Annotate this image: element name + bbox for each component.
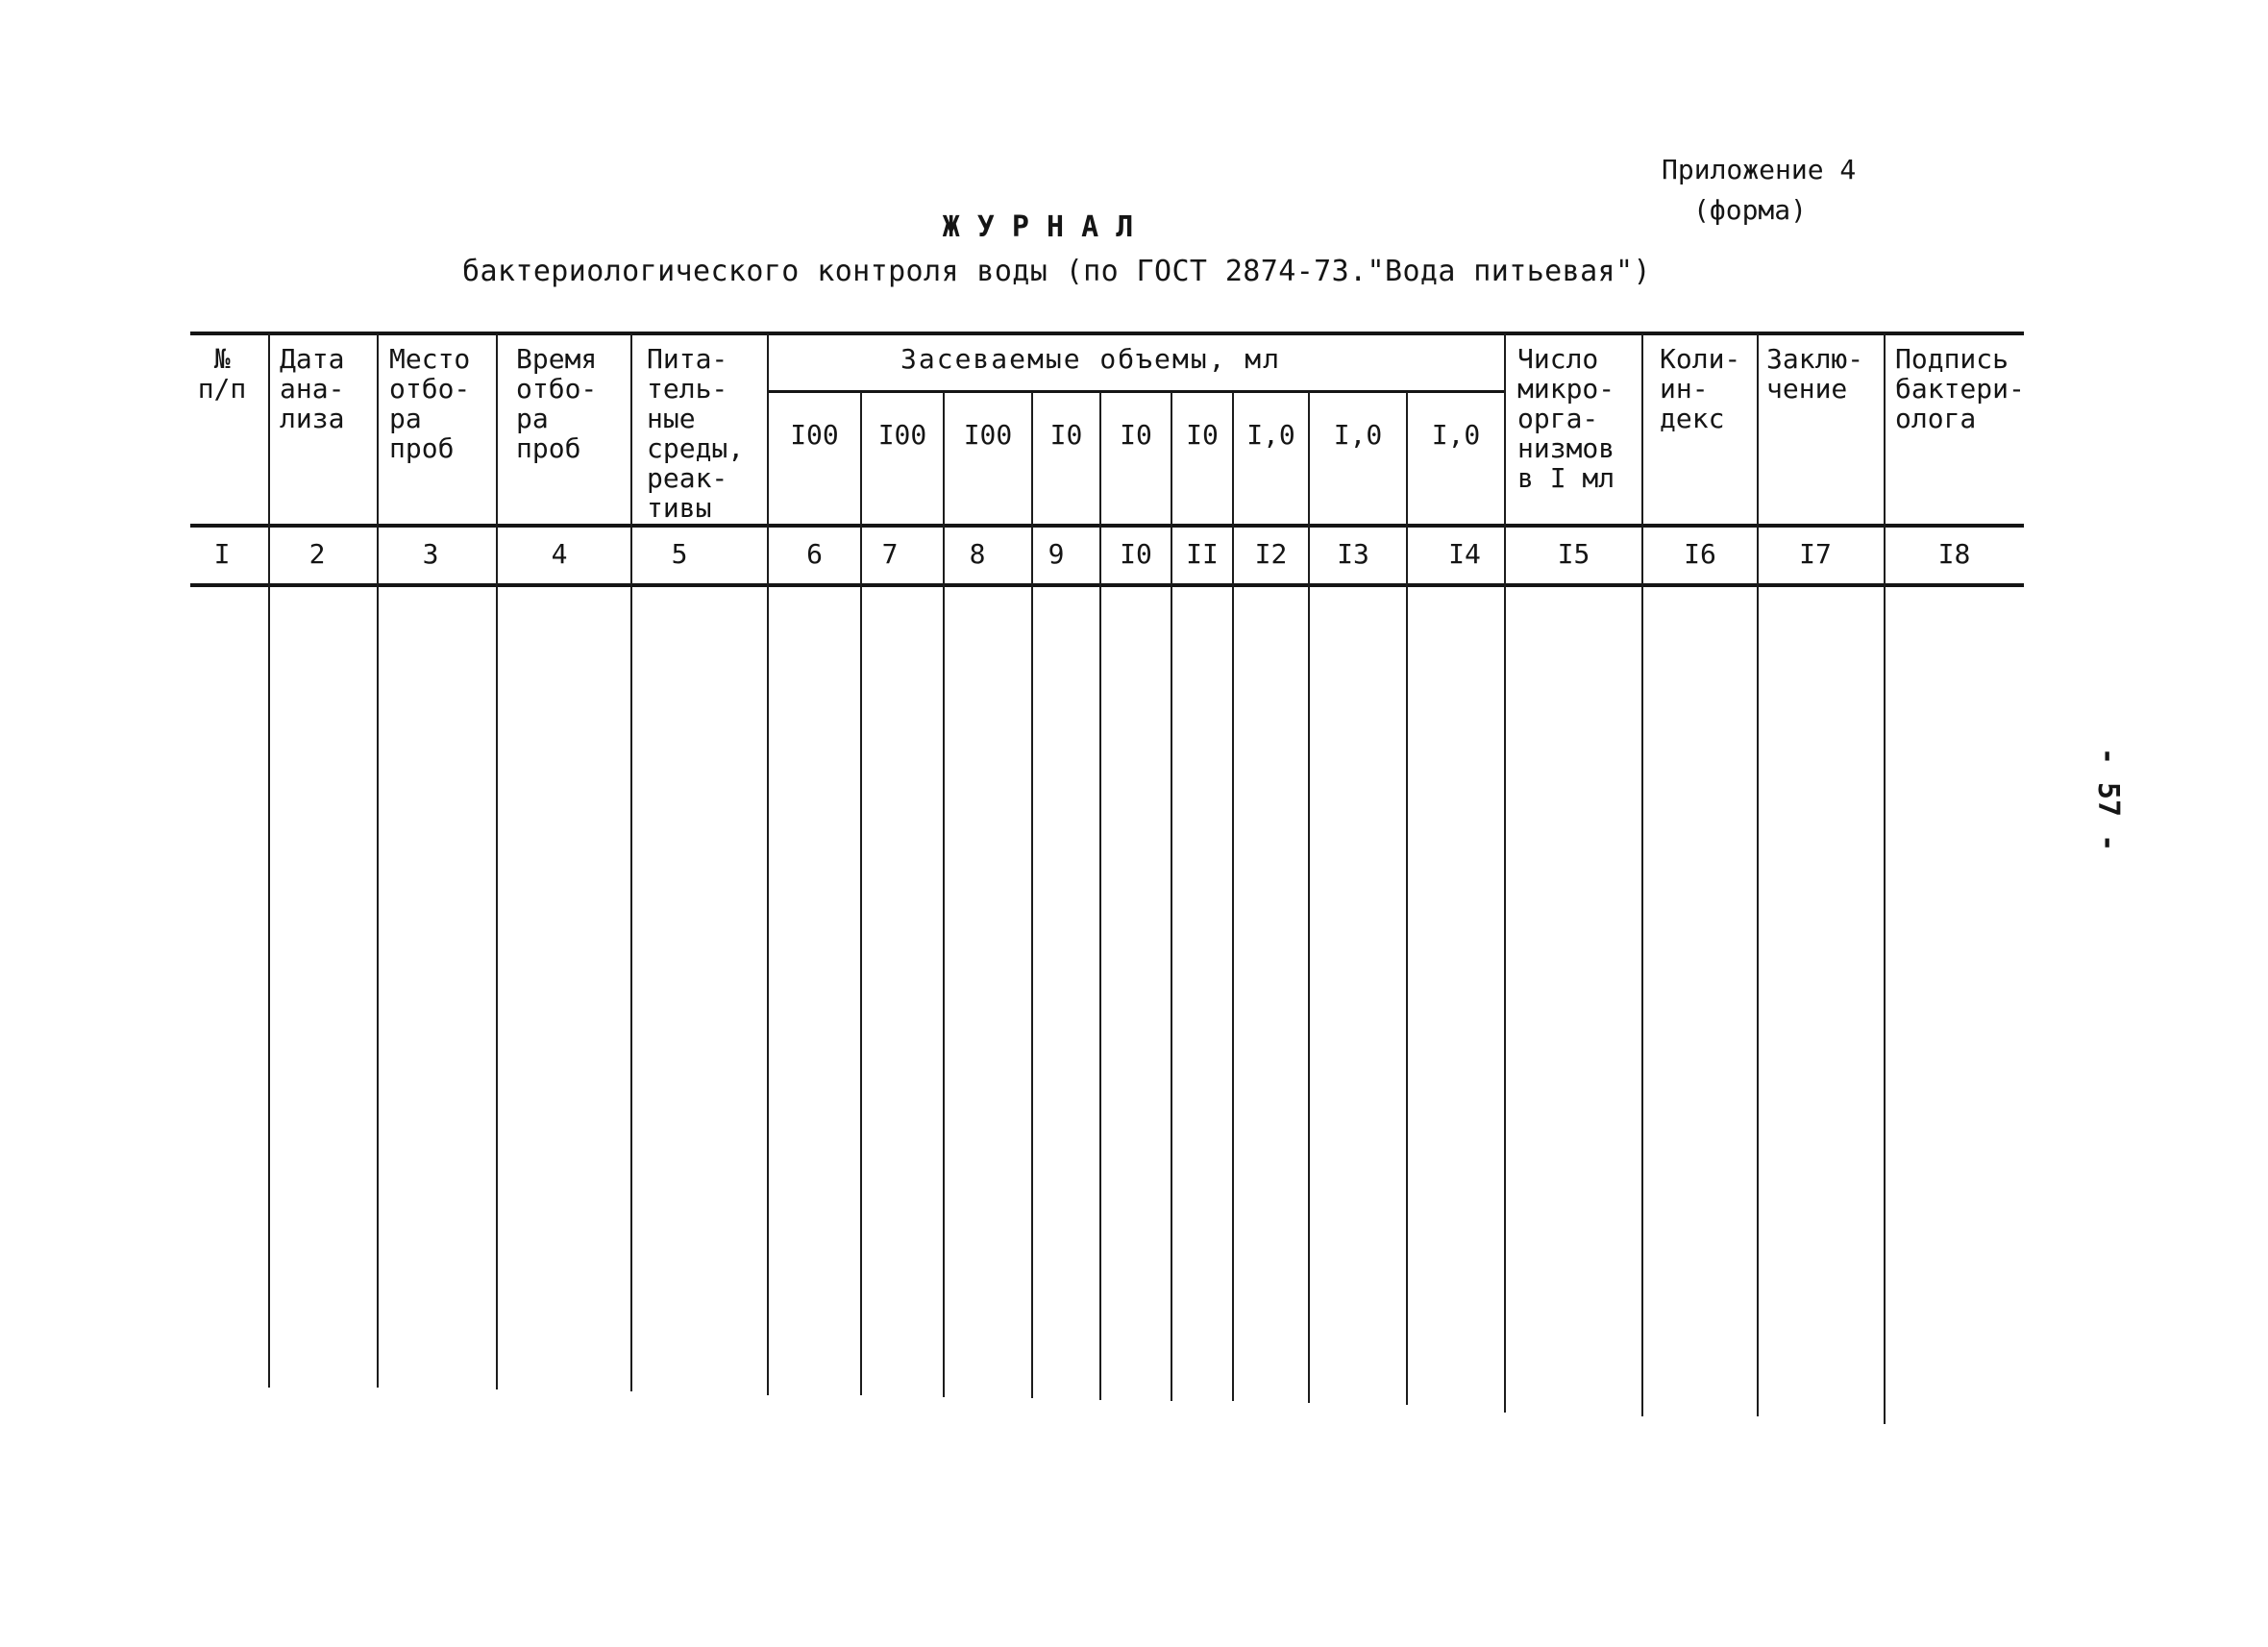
header-bacteriologist-signature: Подпись бактери- олога — [1895, 343, 2025, 434]
appendix-form-note: (форма) — [1693, 194, 1808, 226]
column-number: 2 — [308, 538, 326, 570]
column-number: 5 — [671, 538, 688, 570]
header-row-number: № п/п — [197, 343, 247, 405]
column-rule — [268, 333, 270, 1388]
column-number: II — [1186, 538, 1219, 570]
column-number: 6 — [806, 538, 823, 570]
column-number: 7 — [881, 538, 899, 570]
column-rule — [1884, 333, 1886, 1424]
column-rule — [377, 333, 379, 1388]
column-rule — [630, 333, 632, 1391]
column-number: I6 — [1684, 538, 1716, 570]
volume-subheader: I00 — [963, 419, 1013, 451]
table-top-rule — [190, 332, 2024, 335]
column-number: I — [213, 538, 231, 570]
column-rule — [496, 333, 498, 1389]
volume-subheader: I,0 — [1431, 419, 1481, 451]
journal-title: Ж У Р Н А Л — [942, 210, 1134, 244]
volumes-subheader-rule — [768, 390, 1505, 393]
column-rule — [1757, 333, 1759, 1416]
numbers-bottom-rule — [190, 583, 2024, 587]
column-number: I4 — [1448, 538, 1481, 570]
volume-subheader: I0 — [1186, 419, 1219, 451]
column-rule — [1504, 333, 1506, 1413]
column-number: I8 — [1937, 538, 1971, 570]
header-bottom-rule — [190, 524, 2024, 528]
header-media-reagents: Пита- тель- ные среды, реак- тивы — [647, 343, 745, 524]
volume-subheader: I00 — [877, 419, 927, 451]
volume-subheader: I,0 — [1246, 419, 1295, 451]
volume-subheader: I0 — [1049, 419, 1083, 451]
column-rule — [1641, 333, 1643, 1416]
column-number: 8 — [969, 538, 986, 570]
header-volumes: Засеваемые объемы, мл — [900, 343, 1282, 375]
header-sampling-time: Время отбо- ра проб — [516, 343, 598, 464]
appendix-label: Приложение 4 — [1662, 154, 1857, 185]
volume-subheader: I00 — [790, 419, 839, 451]
column-number: I2 — [1254, 538, 1288, 570]
header-conclusion: Заклю- чение — [1766, 343, 1864, 405]
column-number: 9 — [1048, 538, 1065, 570]
column-number: I5 — [1557, 538, 1590, 570]
volume-subheader: I,0 — [1333, 419, 1383, 451]
column-number: I0 — [1120, 538, 1152, 570]
page-number: - 57 - — [2091, 747, 2125, 852]
header-coli-index: Коли- ин- декс — [1660, 343, 1741, 434]
header-microorganism-count: Число микро- орга- низмов в I мл — [1517, 343, 1615, 494]
header-sampling-place: Место отбо- ра проб — [389, 343, 471, 464]
column-number: 3 — [422, 538, 439, 570]
journal-subtitle: бактериологического контроля воды (по ГОСТ 2874-73."Вода питьевая") — [462, 255, 1651, 288]
volume-subheader: I0 — [1120, 419, 1152, 451]
column-number: I7 — [1799, 538, 1832, 570]
column-rule — [767, 333, 769, 1395]
header-analysis-date: Дата ана- лиза — [280, 343, 345, 434]
column-number: 4 — [551, 538, 568, 570]
column-number: I3 — [1337, 538, 1369, 570]
